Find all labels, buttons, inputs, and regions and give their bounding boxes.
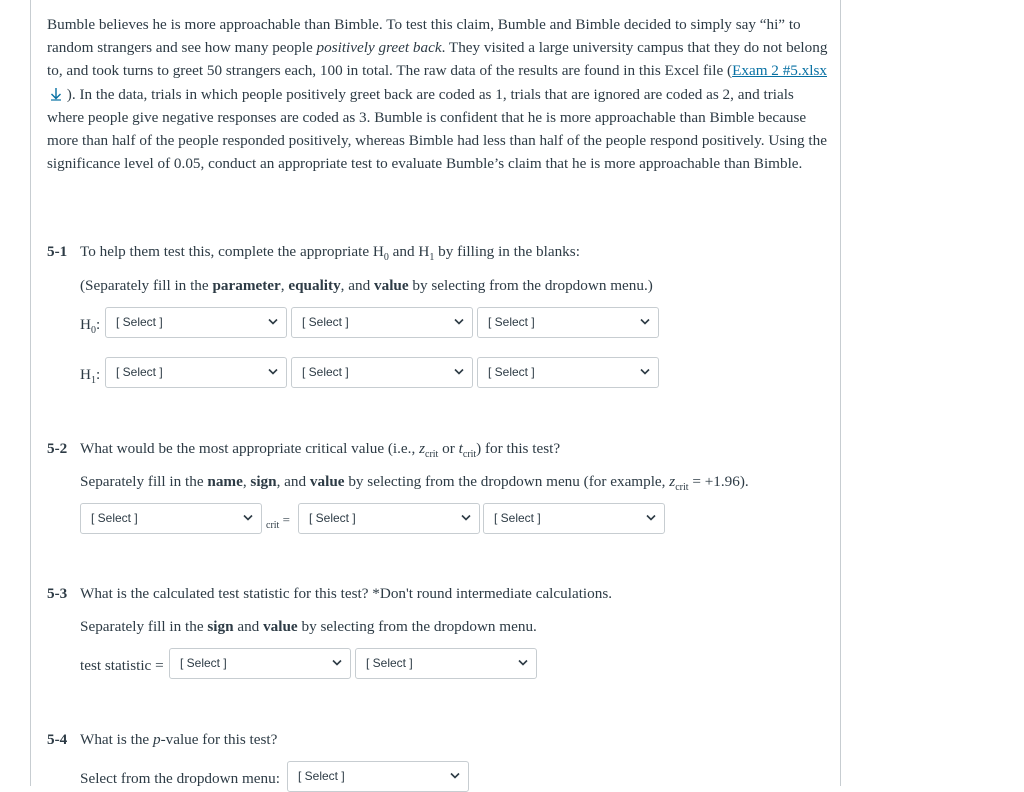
- chevron-down-icon: [450, 772, 460, 780]
- chevron-down-icon: [646, 514, 656, 522]
- critical-value-select[interactable]: [ Select ]: [483, 503, 665, 534]
- chevron-down-icon: [518, 659, 528, 667]
- question-5-2-instructions: Separately fill in the name, sign, and value by selecting from the dropdown menu (for example, $z_{crit} = +1.96$).: [80, 473, 749, 494]
- p-value-select[interactable]: [ Select ]: [287, 761, 469, 792]
- question-5-4: 5-4 What is the p-value for this test?: [47, 731, 278, 748]
- crit-equals-label: $_{crit}$ =: [266, 512, 290, 531]
- h1-equality-select[interactable]: [ Select ]: [291, 357, 473, 388]
- chevron-down-icon: [268, 318, 278, 326]
- chevron-down-icon: [454, 318, 464, 326]
- question-5-1-instructions: (Separately fill in the parameter, equality, and value by selecting from the dropdown menu.): [80, 277, 653, 294]
- chevron-down-icon: [640, 318, 650, 326]
- question-5-2: 5-2 What would be the most appropriate critical value (i.e., $z_{crit}$ or $t_{crit}$) for this test?: [47, 440, 561, 461]
- chevron-down-icon: [461, 514, 471, 522]
- h0-label: $H_0$:: [80, 316, 101, 337]
- chevron-down-icon: [332, 659, 342, 667]
- question-5-3-instructions: Separately fill in the sign and value by selecting from the dropdown menu.: [80, 618, 537, 635]
- chevron-down-icon: [640, 368, 650, 376]
- chevron-down-icon: [454, 368, 464, 376]
- h0-parameter-select[interactable]: [ Select ]: [105, 307, 287, 338]
- question-5-1: 5-1 To help them test this, complete the appropriate $H_0$ and $H_1$ by filling in the blanks:: [47, 243, 580, 264]
- test-statistic-label: test statistic =: [80, 657, 164, 674]
- h1-label: $H_1$:: [80, 366, 101, 387]
- chevron-down-icon: [243, 514, 253, 522]
- excel-file-link[interactable]: Exam 2 #5.xlsx: [732, 62, 827, 80]
- question-intro: Bumble believes he is more approachable than Bimble. To test this claim, Bumble and Bimble decided to simply say “hi” to random strangers and see how many people positively greet back. They visited a large university campus that they do not belong to, and took turns to greet 50 strangers each, 100 in total. The raw data of the results are found in this Excel file (Exam 2 #5.xlsx ). In the data, trials in which people positively greet back are coded as 1, trials that are ignored are coded as 2, and trials where people give negative responses are coded as 3. Bumble is confident that he is more approachable than Bimble because more than half of the people responded positively, whereas Bimble had less than half of the people respond positively. Using the significance level of 0.05, conduct an appropriate test to evaluate Bumble’s claim that he is more approachable than Bimble.: [47, 16, 828, 173]
- question-5-3: 5-3 What is the calculated test statistic for this test? *Don't round intermediate calculations.: [47, 585, 613, 602]
- download-icon[interactable]: [49, 87, 63, 101]
- h0-value-select[interactable]: [ Select ]: [477, 307, 659, 338]
- h1-parameter-select[interactable]: [ Select ]: [105, 357, 287, 388]
- test-statistic-sign-select[interactable]: [ Select ]: [169, 648, 351, 679]
- critical-name-select[interactable]: [ Select ]: [80, 503, 262, 534]
- test-statistic-value-select[interactable]: [ Select ]: [355, 648, 537, 679]
- chevron-down-icon: [268, 368, 278, 376]
- p-value-label: Select from the dropdown menu:: [80, 770, 280, 787]
- critical-sign-select[interactable]: [ Select ]: [298, 503, 480, 534]
- h1-value-select[interactable]: [ Select ]: [477, 357, 659, 388]
- h0-equality-select[interactable]: [ Select ]: [291, 307, 473, 338]
